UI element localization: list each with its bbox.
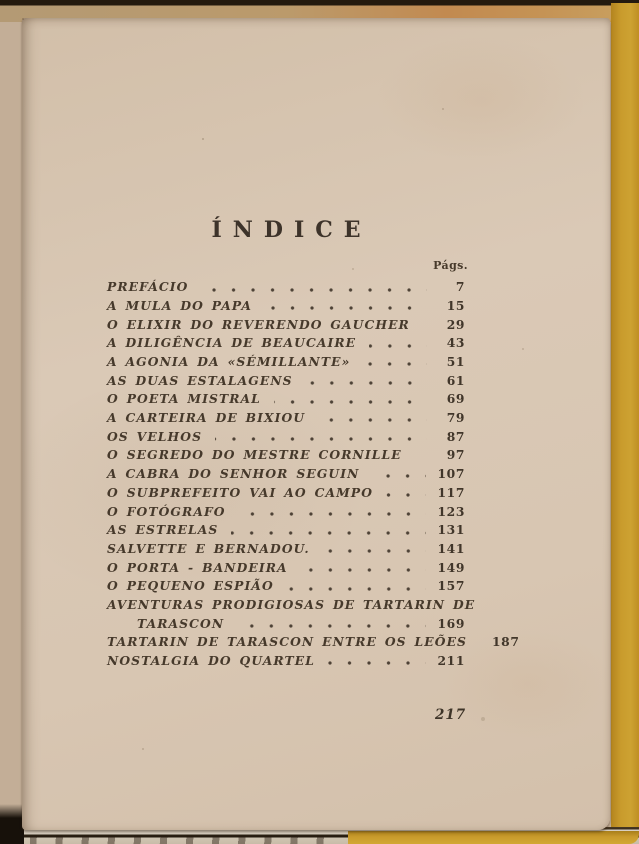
toc-entry <box>107 281 465 294</box>
toc-entry-page: 61 <box>446 372 465 388</box>
dot-leader <box>265 305 427 311</box>
toc-entry-title: A MULA DO PAPA <box>107 297 252 313</box>
toc-entry <box>107 617 465 630</box>
toc-entry-page: 149 <box>437 559 465 575</box>
dot-leader <box>386 492 426 498</box>
toc-entry-page: 107 <box>437 466 465 482</box>
toc-entry <box>107 596 476 612</box>
toc-entry <box>107 484 465 500</box>
toc-entry <box>107 540 465 556</box>
toc-entry-page: 131 <box>437 522 465 538</box>
toc-entry-title: A CARTEIRA DE BIXIOU <box>107 410 306 426</box>
index-page <box>22 18 610 830</box>
toc-entry <box>107 374 465 387</box>
dot-leader <box>274 399 427 405</box>
toc-entry <box>107 318 465 331</box>
book-cover-bottom-edge <box>348 831 639 844</box>
dot-leader <box>301 567 426 573</box>
toc-entry-page: 79 <box>446 410 465 426</box>
book-cover-right-edge <box>611 3 639 844</box>
dot-leader <box>423 324 427 330</box>
index-content <box>107 18 520 830</box>
paper-speckles <box>22 18 24 20</box>
dot-leader <box>237 623 425 629</box>
toc-entry-page: 29 <box>446 316 465 332</box>
toc-entry-page: 123 <box>437 503 465 519</box>
toc-entry <box>107 634 520 650</box>
toc-entry-title: O PORTA - BANDEIRA <box>107 559 288 575</box>
toc-entry <box>107 468 465 481</box>
toc-entry-title: O FOTÓGRAFO <box>107 503 226 519</box>
toc-entry-title: A AGONIA DA «SÉMILLANTE» <box>107 354 351 370</box>
dot-leader <box>323 548 426 554</box>
toc-entry-title: NOSTALGIA DO QUARTEL <box>107 653 316 669</box>
toc-entry-page: 69 <box>446 391 465 407</box>
bottom-edge-marks <box>30 835 339 844</box>
dot-leader <box>215 436 427 442</box>
toc-entry-title: O PEQUENO ESPIÃO <box>107 578 274 594</box>
toc-entry-title: A CABRA DO SENHOR SEGUIN <box>107 466 360 482</box>
toc-entry <box>107 449 465 462</box>
toc-entry-title: TARTARIN DE TARASCON ENTRE OS LEÕES <box>107 634 468 650</box>
toc-entry <box>107 505 465 518</box>
toc-entry-title: SALVETTE E BERNADOU. <box>107 540 310 556</box>
toc-entry <box>107 580 465 593</box>
toc-entry-title: A DILIGÊNCIA DE BEAUCAIRE <box>107 335 357 351</box>
page-title: ÍNDICE <box>211 217 372 243</box>
toc-entry <box>107 428 465 444</box>
toc-entry-page: 87 <box>446 428 465 444</box>
page-number: 217 <box>435 707 467 723</box>
toc-entry-title: PREFÁCIO <box>107 279 189 295</box>
dot-leader <box>231 530 425 536</box>
dot-leader <box>415 455 427 461</box>
dot-leader <box>287 586 426 592</box>
toc-entry-page: 7 <box>455 279 465 295</box>
toc-entry <box>107 393 465 406</box>
dot-leader <box>318 417 427 423</box>
toc-entry-title: O SUBPREFEITO VAI AO CAMPO <box>107 484 374 500</box>
pages-column-header: Págs. <box>433 259 468 272</box>
dot-leader <box>306 380 427 386</box>
toc-entry <box>107 561 465 574</box>
toc-entry-page: 157 <box>437 578 465 594</box>
toc-entry <box>107 337 465 350</box>
shadow-bottom-left <box>0 804 24 844</box>
toc-entry-title: O ELIXIR DO REVERENDO GAUCHER <box>107 316 410 332</box>
toc-entry-page: 117 <box>437 484 465 500</box>
toc-entry-page: 141 <box>437 540 465 556</box>
toc-entry <box>107 356 465 369</box>
dot-leader <box>369 343 427 349</box>
toc-entry-title: OS VELHOS <box>107 428 203 444</box>
toc-entry-page: 97 <box>446 447 465 463</box>
toc-entry <box>107 655 465 668</box>
toc-entry-title: AS DUAS ESTALAGENS <box>107 372 293 388</box>
toc-entry <box>107 412 465 425</box>
toc-entry-page: 51 <box>446 354 465 370</box>
toc-entry-page: 43 <box>446 335 465 351</box>
toc-entry <box>107 297 465 313</box>
toc-entry-title: AS ESTRELAS <box>107 522 219 538</box>
toc-entry-title: O SEGREDO DO MESTRE CORNILLE <box>107 447 402 463</box>
toc-entry-page: 15 <box>446 297 465 313</box>
dot-leader <box>328 660 426 666</box>
toc-entry-page: 169 <box>437 615 465 631</box>
toc-entry-title: O POETA MISTRAL <box>107 391 261 407</box>
toc-entry-title: TARASCON <box>137 615 225 631</box>
dot-leader <box>239 511 426 517</box>
toc-entry-title: AVENTURAS PRODIGIOSAS DE TARTARIN DE <box>107 596 476 612</box>
dot-leader <box>363 361 427 367</box>
toc-entry-page: 187 <box>492 634 520 650</box>
dot-leader <box>372 473 425 479</box>
toc-list <box>107 279 520 669</box>
dot-leader <box>201 287 427 293</box>
toc-entry <box>107 524 465 537</box>
toc-entry-page: 211 <box>437 653 465 669</box>
